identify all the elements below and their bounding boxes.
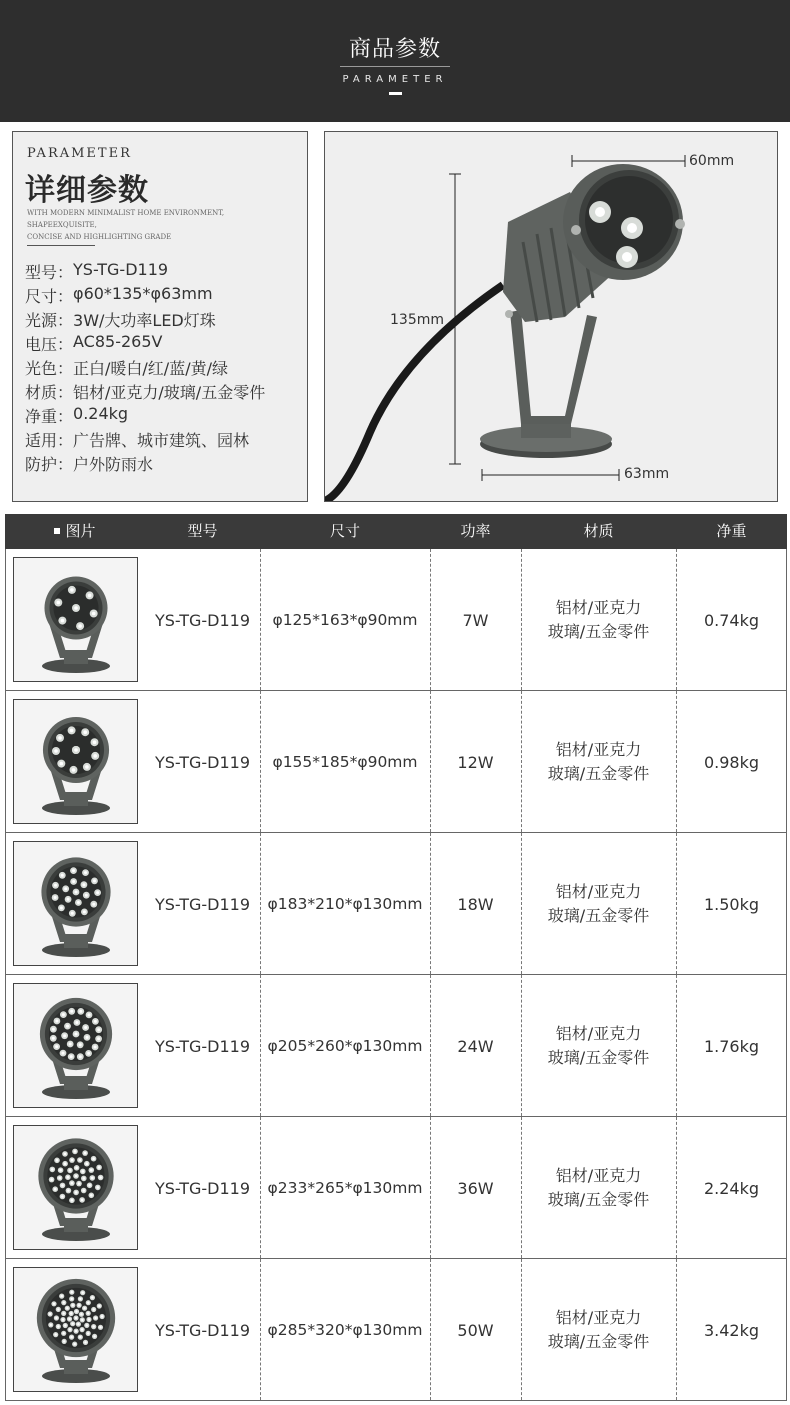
parameter-desc-line: CONCISE AND HIGHLIGHTING GRADE (27, 233, 172, 241)
spec-value: 3W/大功率LED灯珠 (73, 311, 216, 330)
spec-value: YS-TG-D119 (73, 260, 169, 279)
cell-weight: 0.98kg (703, 752, 760, 772)
screw (571, 225, 581, 235)
spec-label: 光色： (25, 359, 74, 378)
spec-value: 0.24kg (73, 404, 129, 423)
floodlight-icon (14, 984, 137, 1107)
cell-material (521, 549, 676, 691)
spec-list (25, 260, 265, 476)
product-thumbnail (13, 1267, 138, 1392)
spec-row-light-color (25, 356, 265, 380)
parameter-panel (12, 131, 308, 502)
spec-label: 光源： (25, 311, 74, 330)
spec-row-protection (25, 452, 265, 476)
cell-power: 36W (457, 1178, 494, 1198)
cell-material (521, 833, 676, 975)
parameter-en-title: PARAMETER (27, 146, 132, 161)
column-header-power: 功率 (460, 522, 491, 540)
table-row (5, 833, 787, 975)
cell-power: 50W (457, 1320, 494, 1340)
cell-material-line: 铝材/亚克力 (555, 740, 642, 759)
screw (675, 219, 685, 229)
screw (505, 310, 513, 318)
spec-row-model (25, 260, 265, 284)
spec-label: 型号： (25, 263, 74, 282)
cell-weight: 3.42kg (703, 1320, 760, 1340)
cell-model: YS-TG-D119 (154, 1036, 251, 1056)
cell-material-line: 铝材/亚克力 (555, 1166, 642, 1185)
cell-size: φ155*185*φ90mm (272, 753, 418, 771)
header-accent-bar (389, 92, 402, 95)
spec-label: 尺寸： (25, 287, 74, 306)
product-thumbnail (13, 983, 138, 1108)
floodlight-icon (14, 842, 137, 965)
cell-size: φ183*210*φ130mm (267, 895, 423, 913)
cell-weight: 0.74kg (703, 610, 760, 630)
cell-material-line: 玻璃/五金零件 (547, 622, 650, 641)
bullet-icon (54, 528, 60, 534)
cell-material-line: 铝材/亚克力 (555, 1308, 642, 1327)
cell-model: YS-TG-D119 (154, 894, 251, 914)
spec-row-material (25, 380, 265, 404)
cell-power: 24W (457, 1036, 494, 1056)
table-header (5, 514, 787, 549)
floodlight-icon (14, 700, 137, 823)
table-row (5, 549, 787, 691)
table-row (5, 691, 787, 833)
spec-row-voltage (25, 332, 265, 356)
cell-model: YS-TG-D119 (154, 752, 251, 772)
cell-material-line: 铝材/亚克力 (555, 882, 642, 901)
spec-row-weight (25, 404, 265, 428)
product-table (5, 514, 787, 1401)
cell-material-line: 铝材/亚克力 (555, 1024, 642, 1043)
cell-model: YS-TG-D119 (154, 1320, 251, 1340)
spec-value: AC85-265V (73, 332, 163, 351)
parameter-description (27, 207, 297, 243)
spec-value: 广告牌、城市建筑、园林 (73, 431, 250, 450)
spec-value: 铝材/亚克力/玻璃/五金零件 (73, 383, 266, 402)
cell-weight: 2.24kg (703, 1178, 760, 1198)
product-thumbnail (13, 841, 138, 966)
spec-label: 材质： (25, 383, 74, 402)
column-header-image: 图片 (5, 514, 145, 549)
spec-value: φ60*135*φ63mm (73, 284, 213, 303)
cell-material-line: 玻璃/五金零件 (547, 1332, 650, 1351)
column-header-material: 材质 (583, 522, 614, 540)
product-thumbnail (13, 557, 138, 682)
page-header (0, 0, 790, 122)
spec-value: 正白/暖白/红/蓝/黄/绿 (73, 359, 228, 378)
cell-material (521, 1117, 676, 1259)
product-thumbnail (13, 699, 138, 824)
header-divider (340, 66, 450, 67)
dimension-width-label: 60mm (689, 153, 735, 169)
floodlight-icon (14, 1126, 137, 1249)
spec-row-application (25, 428, 265, 452)
cell-power: 18W (457, 894, 494, 914)
parameter-desc-line: WITH MODERN MINIMALIST HOME ENVIRONMENT, (27, 209, 225, 217)
spec-label: 电压： (25, 335, 74, 354)
cell-material (521, 975, 676, 1117)
spec-label: 净重： (25, 407, 74, 426)
cell-material-line: 玻璃/五金零件 (547, 1190, 650, 1209)
cell-model: YS-TG-D119 (154, 1178, 251, 1198)
column-header-weight: 净重 (716, 522, 747, 540)
cell-material (521, 691, 676, 833)
parameter-desc-line: SHAPEEXQUISITE, (27, 221, 97, 229)
header-title: 商品参数 (348, 37, 441, 62)
cell-material-line: 玻璃/五金零件 (547, 764, 650, 783)
cell-material-line: 玻璃/五金零件 (547, 1048, 650, 1067)
spec-label: 防护： (25, 455, 74, 474)
parameter-divider (27, 245, 95, 246)
floodlight-icon (14, 558, 137, 681)
spec-value: 户外防雨水 (73, 455, 154, 474)
spec-row-size (25, 284, 265, 308)
column-header-model: 型号 (187, 522, 218, 540)
product-dimension-panel (324, 131, 778, 502)
product-thumbnail (13, 1125, 138, 1250)
cell-material-line: 玻璃/五金零件 (547, 906, 650, 925)
floodlight-icon (14, 1268, 137, 1391)
cell-power: 7W (462, 610, 489, 630)
lamp-bracket (510, 310, 597, 424)
table-row (5, 975, 787, 1117)
cell-size: φ233*265*φ130mm (267, 1179, 423, 1197)
spec-label: 适用： (25, 431, 74, 450)
cell-size: φ285*320*φ130mm (267, 1321, 423, 1339)
table-row (5, 1259, 787, 1401)
table-body (5, 549, 787, 1401)
cell-weight: 1.50kg (703, 894, 760, 914)
cell-model: YS-TG-D119 (154, 610, 251, 630)
dimension-height-label: 135mm (390, 312, 444, 328)
spec-row-light-source (25, 308, 265, 332)
cell-material (521, 1259, 676, 1401)
cell-material-line: 铝材/亚克力 (555, 598, 642, 617)
parameter-cn-title: 详细参数 (25, 173, 149, 208)
cell-power: 12W (457, 752, 494, 772)
column-header-size: 尺寸 (329, 522, 360, 540)
cell-size: φ125*163*φ90mm (272, 611, 418, 629)
table-row (5, 1117, 787, 1259)
header-subtitle: PARAMETER (342, 74, 448, 85)
cell-weight: 1.76kg (703, 1036, 760, 1056)
cell-size: φ205*260*φ130mm (267, 1037, 423, 1055)
dimension-base-label: 63mm (624, 466, 670, 482)
